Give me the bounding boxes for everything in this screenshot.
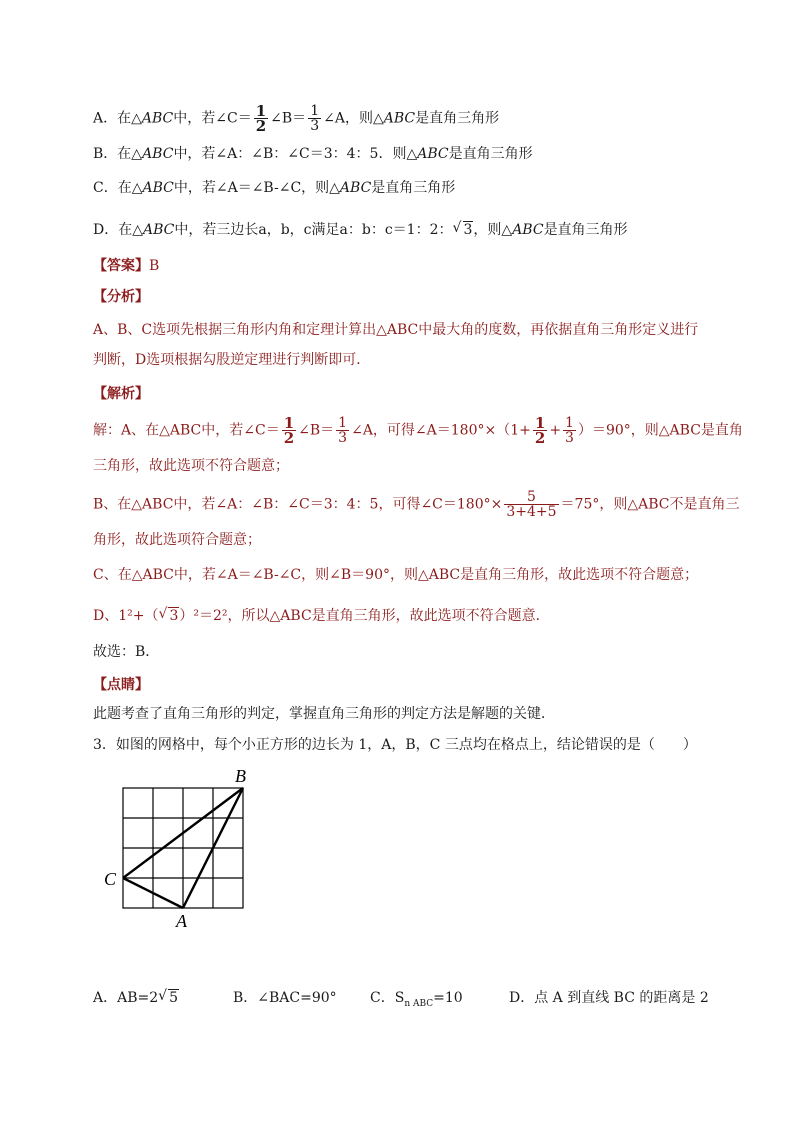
solution-c-line: C、在△ABC中，若∠A＝∠B-∠C，则∠B＝90°，则△ABC是直角三角形，故此选项不符合题意；	[93, 567, 699, 583]
sqrt: √ 3	[453, 220, 474, 240]
solution-b-line-1: B、在△ABC中，若∠A：∠B：∠C＝3：4：5，可得∠C＝180°× $\frac{5}{3+4+5}$ ＝75°，则△ABC不是直角三	[93, 489, 740, 520]
solution-d-line: D、1²+（√ 3）²＝2²，所以△ABC是直角三角形，故此选项不符合题意．	[93, 606, 550, 626]
grid	[123, 788, 243, 908]
answer: 【答案】B	[93, 258, 160, 274]
comment-tag: 【点睛】	[93, 677, 149, 693]
question-3-stem: 3．如图的网格中，每个小正方形的边长为 1，A，B，C 三点均在格点上，结论错误的是（ ）	[93, 737, 697, 753]
option-b: B．在△ABC中，若∠A：∠B：∠C＝3：4：5．则△ABC是直角三角形	[93, 146, 533, 162]
option-d: D．在△ABC中，若三边长a，b，c满足a：b：c＝1：2：√ 3，则△ABC是直角三角形	[93, 220, 628, 240]
label-b: B	[235, 766, 246, 786]
solution-tag: 【解析】	[93, 386, 149, 402]
q3-option-b: B．∠BAC=90°	[233, 990, 337, 1006]
analysis-tag: 【分析】	[93, 289, 149, 305]
final-choice: 故选：B．	[93, 644, 160, 660]
q3-option-a: A．AB=2√ 5	[93, 988, 179, 1008]
grid-figure	[98, 760, 258, 930]
option-a: A．在△ABC中，若∠C＝ $\frac{1}{2}$ ∠B＝ $\frac{1}{3}$ ∠A，则△ABC是直角三角形	[93, 102, 500, 135]
label-c: C	[104, 869, 117, 889]
q3-option-c: C．$S_{n ABC}=10$	[370, 990, 463, 1009]
label-a: A	[176, 911, 187, 930]
q3-option-d: D．点 A 到直线 BC 的距离是 2	[509, 990, 709, 1006]
fraction: $\frac{1}{3}$	[310, 103, 320, 134]
analysis-line-1: A、B、C选项先根据三角形内角和定理计算出△ABC中最大角的度数，再依据直角三角形定义进行	[93, 322, 699, 338]
solution-a-line-2: 三角形，故此选项不符合题意；	[93, 458, 289, 474]
solution-a-line-1: 解：A、在△ABC中，若∠C＝ $\frac{1}{2}$ ∠B＝ $\frac{1}{3}$ ∠A，可得∠A＝180°×（1+ $\frac{1}{2}$ + $\frac{1}{3}$ ）＝90°，则△ABC是直角	[93, 414, 743, 447]
solution-b-line-2: 角形，故此选项符合题意；	[93, 532, 261, 548]
option-c: C．在△ABC中，若∠A＝∠B-∠C，则△ABC是直角三角形	[93, 180, 456, 196]
comment-text: 此题考查了直角三角形的判定，掌握直角三角形的判定方法是解题的关键．	[93, 706, 555, 722]
analysis-line-2: 判断，D选项根据勾股逆定理进行判断即可．	[93, 352, 371, 368]
fraction: $\frac{1}{2}$	[255, 102, 267, 135]
